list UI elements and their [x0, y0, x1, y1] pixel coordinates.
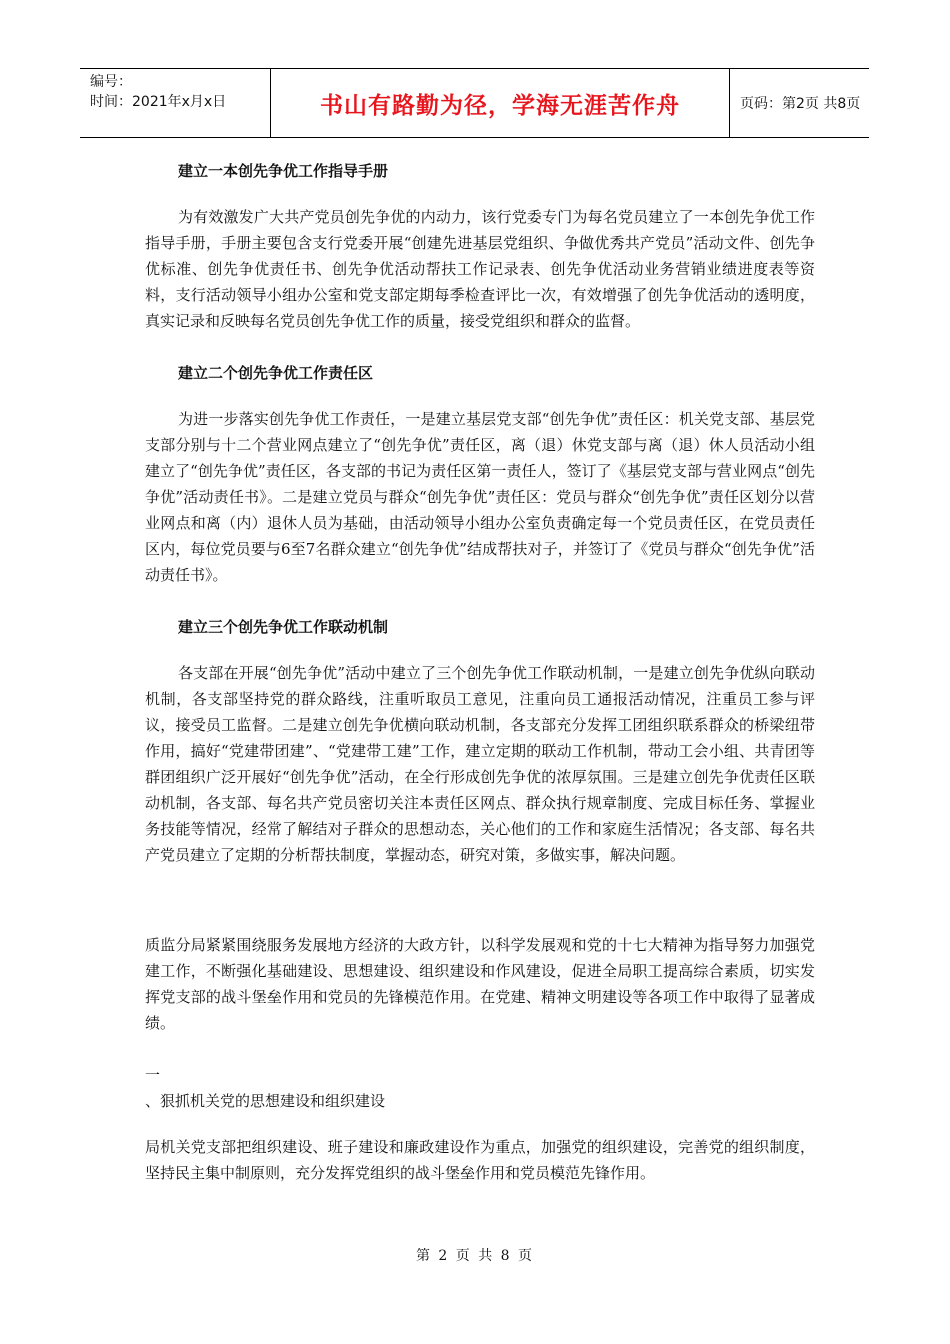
document-number-label: 编号：: [90, 74, 132, 90]
section-body-1: 为有效激发广大共产党员创先争优的内动力，该行党委专门为每名党员建立了一本创先争优工作指导手册，手册主要包含支行党委开展“创建先进基层党组织、争做优秀共产党员”活动文件、创先争优标准、创先争优责任书、创先争优活动帮扶工作记录表、创先争优活动业务营销业绩进度表等资料，支行活动领导小组办公室和党支部定期每季检查评比一次，有效增强了创先争优活动的透明度，真实记录和反映每名党员创先争优工作的质量，接受党组织和群众的监督。: [145, 208, 815, 330]
section-heading-2: 建立二个创先争优工作责任区: [178, 364, 374, 382]
section-body-3: 各支部在开展“创先争优”活动中建立了三个创先争优工作联动机制，一是建立创先争优纵向联动机制，各支部坚持党的群众路线，注重听取员工意见，注重向员工通报活动情况，注重员工参与评议，接受员工监督。二是建立创先争优横向联动机制，各支部充分发挥工团组织联系群众的桥梁纽带作用，搞好“党建带团建”、“党建带工建”工作，建立定期的联动工作机制，带动工会小组、共青团等群团组织广泛开展好“创先争优”活动，在全行形成创先争优的浓厚氛围。三是建立创先争优责任区联动机制，各支部、每名共产党员密切关注本责任区网点、群众执行规章制度、完成目标任务、掌握业务技能等情况，经常了解结对子群众的思想动态，关心他们的工作和家庭生活情况；各支部、每名共产党员建立了定期的分析帮扶制度，掌握动态，研究对策，多做实事，解决问题。: [145, 664, 815, 864]
subsection-number: 一: [145, 1066, 161, 1084]
section-body-2: 为进一步落实创先争优工作责任，一是建立基层党支部“创先争优”责任区：机关党支部、基层党支部分别与十二个营业网点建立了“创先争优”责任区，离（退）休党支部与离（退）休人员活动小组建立了“创先争优”责任区，各支部的书记为责任区第一责任人，签订了《基层党支部与营业网点“创先争优”活动责任书》。二是建立党员与群众“创先争优”责任区：党员与群众“创先争优”责任区划分以营业网点和离（内）退休人员为基础，由活动领导小组办公室负责确定每一个党员责任区，在党员责任区内，每位党员要与6至7名群众建立“创先争优”结成帮扶对子，并签订了《党员与群众“创先争优”活动责任书》。: [145, 410, 815, 584]
page-header: [80, 68, 869, 138]
section-heading-1: 建立一本创先争优工作指导手册: [178, 162, 389, 180]
page-footer: 第 2 页 共 8 页: [415, 1248, 535, 1264]
document-body: [145, 158, 815, 1186]
subsection-title: 、狠抓机关党的思想建设和组织建设: [145, 1092, 386, 1110]
summary-paragraph: 质监分局紧紧围绕服务发展地方经济的大政方针，以科学发展观和党的十七大精神为指导努力加强党建工作，不断强化基础建设、思想建设、组织建设和作风建设，促进全局职工提高综合素质，切实发挥党支部的战斗堡垒作用和党员的先锋模范作用。在党建、精神文明建设等各项工作中取得了显著成绩。: [145, 936, 815, 1032]
header-motto: 书山有路勤为径，学海无涯苦作舟: [270, 69, 730, 137]
header-meta: [80, 69, 270, 140]
document-time-label: 时间：2021年x月x日: [90, 94, 227, 110]
header-page-info: 页码：第2页 共8页: [740, 96, 861, 112]
section-heading-3: 建立三个创先争优工作联动机制: [178, 618, 389, 636]
subsection-body: 局机关党支部把组织建设、班子建设和廉政建设作为重点，加强党的组织建设，完善党的组织制度，坚持民主集中制原则，充分发挥党组织的战斗堡垒作用和党员模范先锋作用。: [145, 1138, 815, 1182]
